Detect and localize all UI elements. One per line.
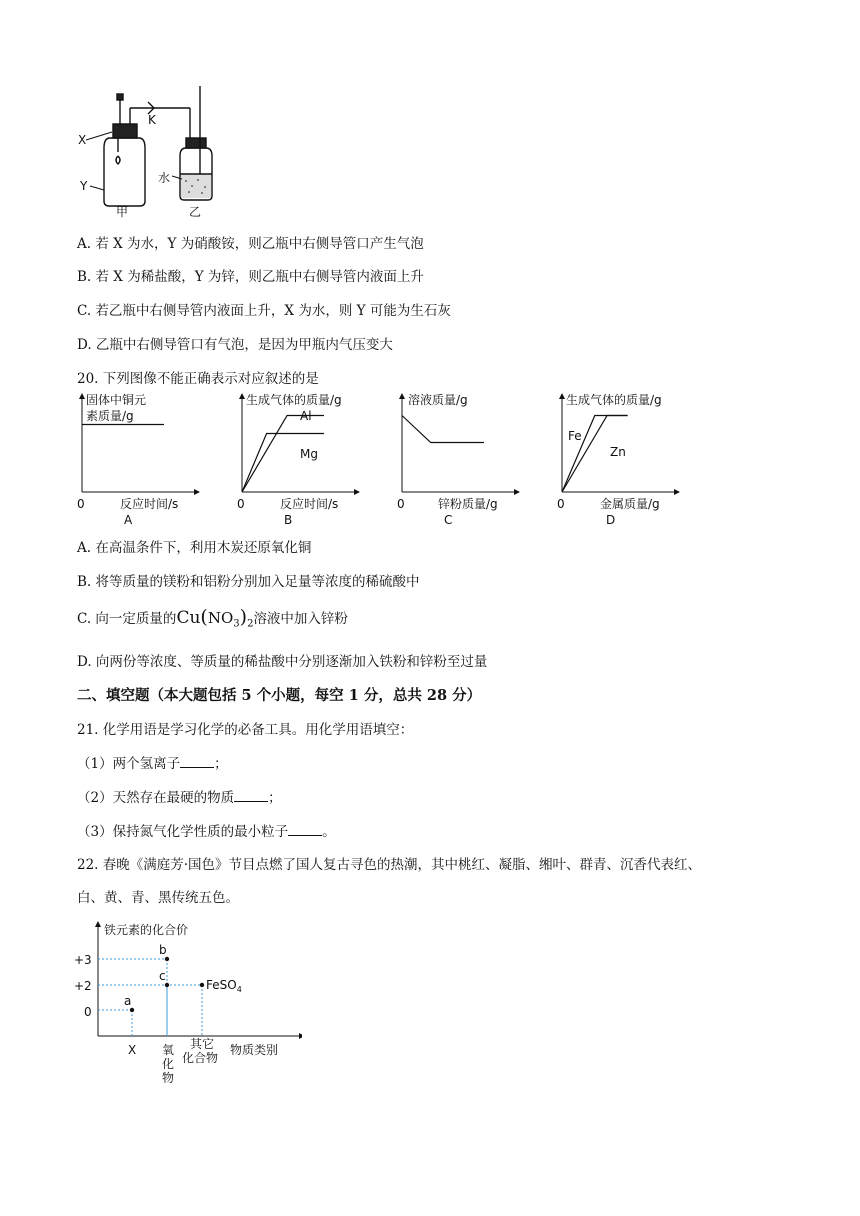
graph-a-letter: A	[124, 513, 133, 527]
graph-c-letter: C	[444, 513, 453, 527]
point-3	[200, 983, 204, 987]
graph-a-ylabel-1: 固体中铜元	[86, 393, 147, 407]
graph-b-mg-label: Mg	[300, 447, 318, 461]
graph-d-origin: 0	[557, 497, 565, 511]
valence-xlabel: 物质类别	[230, 1043, 279, 1057]
category-other: 其它化合物	[182, 1037, 219, 1065]
valence-chart	[72, 918, 302, 1088]
graph-a	[72, 390, 202, 530]
q19-option-d: D. 乙瓶中右侧导管口有气泡，是因为甲瓶内气压变大	[77, 337, 393, 353]
graph-b-letter: B	[284, 513, 293, 527]
graph-d-ylabel: 生成气体的质量/g	[566, 393, 662, 407]
label-yi: 乙	[189, 205, 202, 218]
formula-cu: Cu	[176, 608, 201, 628]
point-0	[130, 1008, 134, 1012]
q20-option-d: D. 向两份等浓度、等质量的稀盐酸中分别逐渐加入铁粉和锌粉至过量	[77, 654, 488, 670]
graph-b-mg-line	[242, 434, 324, 493]
graph-d-zn-label: Zn	[610, 445, 626, 459]
answer-blank[interactable]	[234, 789, 268, 802]
q19-option-b: B. 若 X 为稀盐酸，Y 为锌，则乙瓶中右侧导管内液面上升	[77, 269, 424, 285]
formula-sub-3: 3	[233, 618, 240, 630]
graph-c	[392, 390, 522, 530]
graph-c-origin: 0	[397, 497, 405, 511]
q20-option-b: B. 将等质量的镁粉和铝粉分别加入足量等浓度的稀硫酸中	[77, 574, 420, 590]
label-k: K	[148, 113, 156, 127]
q20-option-c: C. 向一定质量的$Cu(NO_3)_2$溶液中加入锌粉	[77, 606, 348, 630]
category-oxide: 氧化物	[162, 1043, 175, 1085]
label-y: Y	[80, 179, 88, 193]
graph-a-origin: 0	[77, 497, 85, 511]
label-jia: 甲	[116, 205, 129, 218]
point-label-0: a	[124, 994, 132, 1008]
graph-b-origin: 0	[237, 497, 245, 511]
q21-item-1: （1）两个氢离子 ；	[77, 756, 228, 772]
graph-c-xlabel: 锌粉质量/g	[438, 497, 498, 511]
graph-c-line	[402, 416, 484, 443]
answer-blank[interactable]	[180, 755, 214, 768]
category-x: X	[128, 1043, 137, 1057]
graph-d-fe-label: Fe	[568, 429, 582, 443]
point-label-1: b	[159, 943, 167, 957]
label-x: X	[78, 133, 87, 147]
graph-b-xlabel: 反应时间/s	[280, 497, 339, 511]
label-water: 水	[158, 171, 171, 185]
ytick-plus3: +3	[74, 953, 92, 967]
q22-line-2: 白、黄、青、黑传统五色。	[77, 890, 239, 906]
valence-ylabel: 铁元素的化合价	[104, 923, 189, 937]
point-label-3: FeSO$_4$	[206, 978, 242, 994]
ytick-plus2: +2	[74, 979, 92, 993]
q20-option-c-suffix: 溶液中加入锌粉	[253, 611, 348, 627]
ytick-zero: 0	[84, 1005, 92, 1019]
point-2	[165, 983, 169, 987]
q20-option-a: A. 在高温条件下，利用木炭还原氧化铜	[77, 540, 312, 556]
graph-a-xlabel: 反应时间/s	[120, 497, 179, 511]
q21-stem: 21. 化学用语是学习化学的必备工具。用化学用语填空：	[77, 722, 414, 738]
graph-b	[232, 390, 362, 530]
q20-option-c-prefix: C. 向一定质量的	[77, 611, 177, 627]
section-heading: 二、填空题（本大题包括 5 个小题，每空 1 分，总共 28 分）	[77, 687, 482, 704]
graph-d	[552, 390, 687, 530]
q19-option-a: A. 若 X 为水，Y 为硝酸铵，则乙瓶中右侧导管口产生气泡	[77, 236, 424, 252]
point-1	[165, 957, 169, 961]
q19-option-c: C. 若乙瓶中右侧导管内液面上升，X 为水，则 Y 可能为生石灰	[77, 303, 451, 319]
graph-b-al-label: Al	[300, 409, 312, 423]
q22-line-1: 22. 春晚《满庭芳·国色》节目点燃了国人复古寻色的热潮，其中桃红、凝脂、缃叶、群青、沉香代表红、	[77, 857, 702, 873]
graph-d-xlabel: 金属质量/g	[600, 497, 660, 511]
q21-item-2: （2）天然存在最硬的物质 ；	[77, 790, 282, 806]
point-label-2: c	[159, 969, 166, 983]
graph-c-ylabel: 溶液质量/g	[408, 393, 468, 407]
graph-b-ylabel: 生成气体的质量/g	[246, 393, 342, 407]
graph-d-letter: D	[606, 513, 616, 527]
formula-sub-2: 2	[247, 618, 254, 630]
graph-a-ylabel-2: 素质量/g	[86, 409, 134, 423]
answer-blank[interactable]	[288, 823, 322, 836]
apparatus-diagram	[78, 86, 228, 218]
formula-no: NO	[207, 609, 234, 627]
q21-item-3: （3）保持氮气化学性质的最小粒子 。	[77, 824, 336, 840]
q20-stem: 20. 下列图像不能正确表示对应叙述的是	[77, 371, 319, 387]
